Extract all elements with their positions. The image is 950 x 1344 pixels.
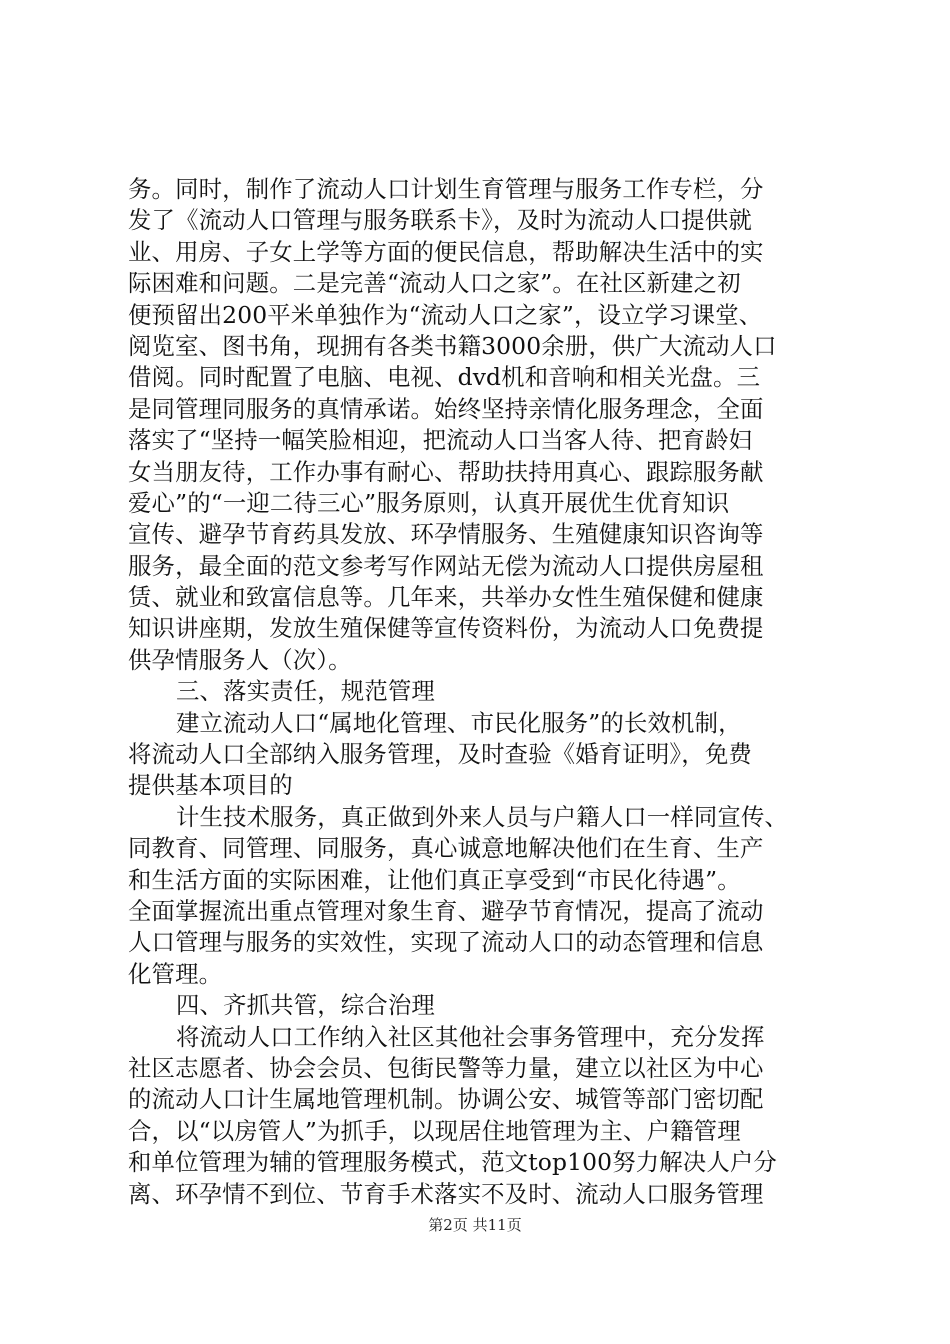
text-line: 供孕情服务人（次）。 <box>128 645 352 674</box>
text-line: 宣传、避孕节育药具发放、环孕情服务、生殖健康知识咨询等 <box>128 520 764 549</box>
document-body <box>128 174 840 1210</box>
text-line: 女当朋友待，工作办事有耐心、帮助扶持用真心、跟踪服务献 <box>128 457 764 486</box>
text-line: 提供基本项目的 <box>128 771 293 800</box>
page-number-footer: 第2页 共11页 <box>428 1216 522 1234</box>
text-line: 服务，最全面的范文参考写作网站无偿为流动人口提供房屋租 <box>128 551 764 580</box>
text-line: 是同管理同服务的真情承诺。始终坚持亲情化服务理念，全面 <box>128 394 764 423</box>
text-line: 将流动人口全部纳入服务管理，及时查验《婚育证明》，免费 <box>128 740 752 769</box>
text-line: 离、环孕情不到位、节育手术落实不及时、流动人口服务管理 <box>128 1179 764 1208</box>
text-line: 计生技术服务，真正做到外来人员与户籍人口一样同宣传、 <box>176 802 789 831</box>
text-line: 发了《流动人口管理与服务联系卡》，及时为流动人口提供就 <box>128 206 752 235</box>
text-line: 业、用房、子女上学等方面的便民信息，帮助解决生活中的实 <box>128 237 764 266</box>
text-line: 和生活方面的实际困难，让他们真正享受到“市民化待遇”。 <box>128 865 741 894</box>
text-line: 全面掌握流出重点管理对象生育、避孕节育情况，提高了流动 <box>128 896 764 925</box>
text-line: 四、齐抓共管，综合治理 <box>176 991 435 1020</box>
text-line: 人口管理与服务的实效性，实现了流动人口的动态管理和信息 <box>128 928 764 957</box>
text-line: 际困难和问题。二是完善“流动人口之家”。在社区新建之初 <box>128 269 741 298</box>
text-line: 知识讲座期，发放生殖保健等宣传资料份，为流动人口免费提 <box>128 614 764 643</box>
text-line: 和单位管理为辅的管理服务模式，范文top100努力解决人户分 <box>128 1148 777 1177</box>
text-line: 三、落实责任，规范管理 <box>176 677 435 706</box>
text-line: 建立流动人口“属地化管理、市民化服务”的长效机制， <box>176 708 742 737</box>
text-line: 同教育、同管理、同服务，真心诚意地解决他们在生育、生产 <box>128 834 764 863</box>
text-line: 便预留出200平米单独作为“流动人口之家”，设立学习课堂、 <box>128 300 763 329</box>
text-line: 赁、就业和致富信息等。几年来，共举办女性生殖保健和健康 <box>128 583 764 612</box>
text-line: 务。同时，制作了流动人口计划生育管理与服务工作专栏，分 <box>128 175 764 203</box>
text-line: 借阅。同时配置了电脑、电视、dvd机和音响和相关光盘。三 <box>128 363 761 392</box>
text-line: 阅览室、图书角，现拥有各类书籍3000余册，供广大流动人口 <box>128 331 777 360</box>
text-line: 将流动人口工作纳入社区其他社会事务管理中，充分发挥 <box>176 1022 765 1051</box>
text-line: 社区志愿者、协会会员、包街民警等力量，建立以社区为中心 <box>128 1053 764 1082</box>
text-line: 落实了“坚持一幅笑脸相迎，把流动人口当客人待、把育龄妇 <box>128 426 753 455</box>
text-line: 爱心”的“一迎二待三心”服务原则，认真开展优生优育知识 <box>128 488 730 517</box>
text-line: 的流动人口计生属地管理机制。协调公安、城管等部门密切配 <box>128 1085 764 1114</box>
text-line: 合，以“以房管人”为抓手，以现居住地管理为主、户籍管理 <box>128 1116 741 1145</box>
text-line: 化管理。 <box>128 959 223 988</box>
